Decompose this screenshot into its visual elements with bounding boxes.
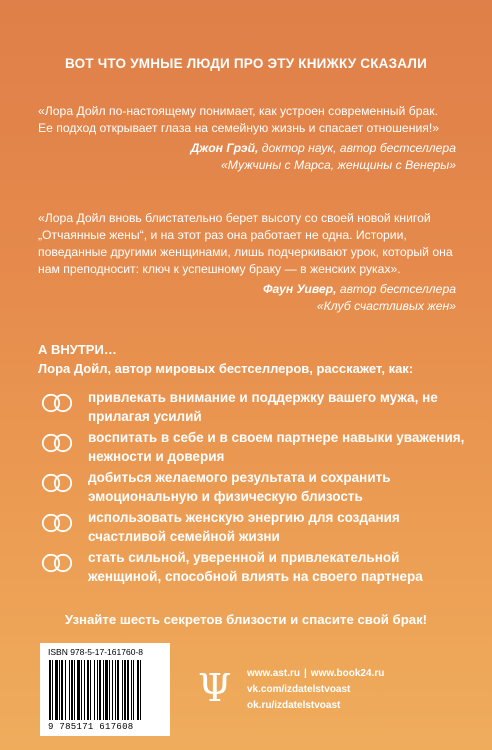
list-item-text: стать сильной, уверенной и привлекательной женщиной, способной влиять на своего партнера — [88, 550, 423, 584]
inside-title: А ВНУТРИ… — [38, 342, 117, 357]
list-item — [40, 548, 470, 586]
interlocking-rings-icon — [40, 553, 74, 573]
list-item — [40, 428, 470, 466]
interlocking-rings-icon — [40, 473, 74, 493]
quote-2 — [38, 210, 456, 315]
barcode — [40, 643, 170, 736]
site-vk[interactable]: vk.com/izdatelstvoast — [247, 684, 351, 695]
quote-attribution — [38, 281, 456, 315]
call-to-action: Узнайте шесть секретов близости и спасите свой брак! — [64, 612, 428, 627]
quote-attribution — [38, 140, 456, 174]
list-item — [40, 508, 470, 546]
site-book24[interactable]: www.book24.ru — [310, 668, 385, 679]
author-role: доктор наук, автор бестселлера — [258, 141, 456, 155]
barcode-bars — [48, 660, 162, 720]
publisher-websites — [247, 666, 384, 714]
headline: ВОТ ЧТО УМНЫЕ ЛЮДИ ПРО ЭТУ КНИЖКУ СКАЗАЛИ — [65, 56, 427, 71]
author-book: «Мужчины с Марса, женщины с Венеры» — [220, 158, 456, 172]
quote-text: «Лора Дойл по-настоящему понимает, как устроен современный брак. Ее подход открывает глаза на семейную жизнь и спасает отношения!» — [38, 104, 440, 135]
interlocking-rings-icon — [40, 433, 74, 453]
site-ok[interactable]: ok.ru/izdatelstvoast — [247, 700, 341, 711]
inside-section-header — [38, 340, 413, 378]
list-item-text: воспитать в себе и в своем партнере навыки уважения, нежности и доверия — [88, 430, 465, 464]
list-item-text: использовать женскую энергию для создания счастливой семейной жизни — [88, 510, 400, 544]
site-ast[interactable]: www.ast.ru — [247, 668, 300, 679]
interlocking-rings-icon — [40, 513, 74, 533]
quote-1 — [38, 103, 456, 174]
separator: | — [303, 668, 307, 679]
list-item — [40, 388, 470, 426]
list-item-text: привлекать внимание и поддержку вашего мужа, не прилагая усилий — [88, 390, 438, 424]
psi-logo-icon: Ψ — [198, 666, 232, 710]
quote-text: «Лора Дойл вновь блистательно берет высоту со своей новой книгой „Отчаянные жены“, и на этот раз она работает не одна. Истории, поведанные другими женщинами, лишь подчеркивают урок, который она нам преподносит: ключ к успешному браку — в женских руках». — [38, 211, 453, 276]
list-item — [40, 468, 470, 506]
author-name: Фаун Уивер, — [262, 282, 337, 296]
list-item-text: добиться желаемого результата и сохранить эмоциональную и физическую близость — [88, 470, 391, 504]
isbn-label: ISBN 978-5-17-161760-8 — [48, 647, 143, 657]
inside-subtitle: Лора Дойл, автор мировых бестселлеров, расскажет, как: — [38, 361, 414, 376]
benefits-list — [40, 388, 470, 588]
barcode-number: 9 785171 617608 — [48, 722, 134, 732]
author-name: Джон Грэй, — [190, 141, 259, 155]
author-role: автор бестселлера — [336, 282, 456, 296]
interlocking-rings-icon — [40, 393, 74, 413]
author-book: «Клуб счастливых жен» — [316, 299, 456, 313]
